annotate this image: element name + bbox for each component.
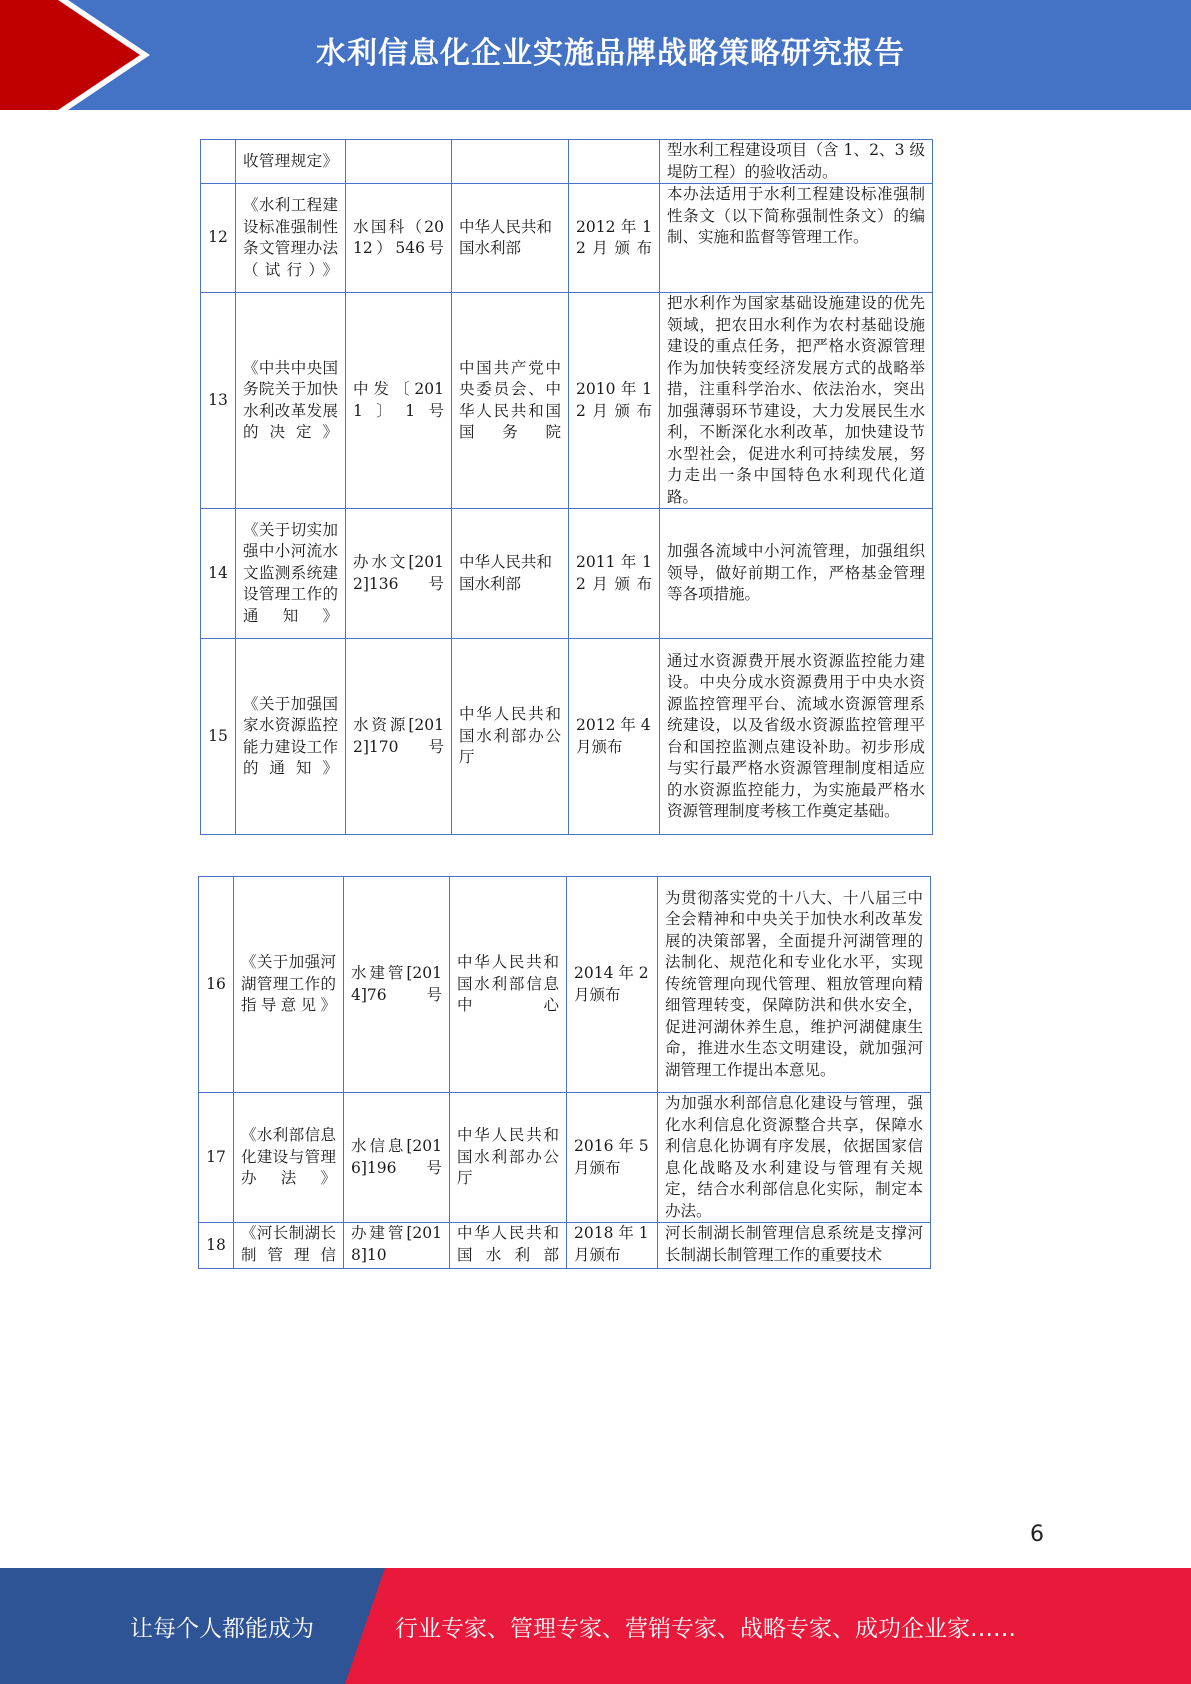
issuing-authority: 中华人民共和国水利部 (450, 1223, 567, 1269)
regulation-description: 为加强水利部信息化建设与管理，强化水利信息化资源整合共享，保障水利信息化协调有序发展，依据国家信息化战略及水利建设与管理有关规定，结合水利部信息化实际，制定本办法。 (658, 1093, 931, 1223)
regulation-description: 型水利工程建设项目（含 1、2、3 级堤防工程）的验收活动。 (660, 140, 933, 184)
row-number: 16 (199, 877, 234, 1093)
regulation-description: 河长制湖长制管理信息系统是支撑河长制湖长制管理工作的重要技术 (658, 1223, 931, 1269)
table-row (201, 184, 933, 293)
footer-slogan-left: 让每个人都能成为 (130, 1615, 314, 1642)
issuing-authority: 中华人民共和国水利部办公厅 (452, 639, 569, 835)
page-number: 6 (1030, 1522, 1044, 1547)
issuing-authority: 中华人民共和国水利部 (452, 509, 569, 639)
footer-slogan-right: 行业专家、管理专家、营销专家、战略专家、成功企业家…… (395, 1615, 1016, 1642)
row-number: 13 (201, 293, 236, 509)
table-row (201, 293, 933, 509)
table-row (201, 140, 933, 184)
report-title: 水利信息化企业实施品牌战略策略研究报告 (316, 36, 905, 71)
regulation-name: 《关于加强国家水资源监控能力建设工作的通知》 (236, 639, 346, 835)
row-number: 17 (199, 1093, 234, 1223)
document-number: 水信息[2016]196号 (344, 1093, 450, 1223)
issuing-authority: 中华人民共和国水利部信息中心 (450, 877, 567, 1093)
regulation-name: 《水利部信息化建设与管理办法》 (234, 1093, 344, 1223)
document-number: 水资源[2012]170号 (346, 639, 452, 835)
regulation-name: 《中共中央国务院关于加快水利改革发展的决定》 (236, 293, 346, 509)
regulation-description: 加强各流域中小河流管理，加强组织领导，做好前期工作，严格基金管理等各项措施。 (660, 509, 933, 639)
table-row (199, 877, 931, 1093)
regulation-name: 收管理规定》 (236, 140, 346, 184)
document-number: 中发〔2011〕1号 (346, 293, 452, 509)
issue-date: 2014 年 2 月颁布 (567, 877, 658, 1093)
row-number: 14 (201, 509, 236, 639)
regulation-description: 本办法适用于水利工程建设标准强制性条文（以下简称强制性条文）的编制、实施和监督等管理工作。 (660, 184, 933, 293)
regulation-name: 《水利工程建设标准强制性条文管理办法（试行）》 (236, 184, 346, 293)
page-footer (0, 1568, 1191, 1684)
regulation-description: 把水利作为国家基础设施建设的优先领域，把农田水利作为农村基础设施建设的重点任务，把严格水资源管理作为加快转变经济发展方式的战略举措，注重科学治水、依法治水，突出加强薄弱环节建设，大力发展民生水利，不断深化水利改革，加快建设节水型社会，促进水利可持续发展，努力走出一条中国特色水利现代化道路。 (660, 293, 933, 509)
row-number: 18 (199, 1223, 234, 1269)
row-number (201, 140, 236, 184)
issuing-authority: 中华人民共和国水利部 (452, 184, 569, 293)
issue-date: 2010 年 12月颁布 (569, 293, 660, 509)
table-row (199, 1223, 931, 1269)
document-number (346, 140, 452, 184)
document-number: 办建管[2018]10 (344, 1223, 450, 1269)
regulation-description: 为贯彻落实党的十八大、十八届三中全会精神和中央关于加快水利改革发展的决策部署，全面提升河湖管理的法制化、规范化和专业化水平，实现传统管理向现代管理、粗放管理向精细管理转变，保障防洪和供水安全，促进河湖休养生息，维护河湖健康生命，推进水生态文明建设，就加强河湖管理工作提出本意见。 (658, 877, 931, 1093)
table-row (199, 1093, 931, 1223)
issue-date (569, 140, 660, 184)
issue-date: 2011 年 12月颁布 (569, 509, 660, 639)
issue-date: 2012 年 4 月颁布 (569, 639, 660, 835)
issue-date: 2018 年 1 月颁布 (567, 1223, 658, 1269)
issuing-authority (452, 140, 569, 184)
issuing-authority: 中华人民共和国水利部办公厅 (450, 1093, 567, 1223)
document-number: 水国科（2012）546号 (346, 184, 452, 293)
regulation-description: 通过水资源费开展水资源监控能力建设。中央分成水资源费用于中央水资源监控管理平台、流域水资源管理系统建设，以及省级水资源监控管理平台和国控监测点建设补助。初步形成与实行最严格水资源管理制度相适应的水资源监控能力，为实施最严格水资源管理制度考核工作奠定基础。 (660, 639, 933, 835)
row-number: 12 (201, 184, 236, 293)
header-arrow-decoration (0, 0, 150, 110)
row-number: 15 (201, 639, 236, 835)
regulation-name: 《河长制湖长制管理信 (234, 1223, 344, 1269)
regulation-name: 《关于切实加强中小河流水文监测系统建设管理工作的通知》 (236, 509, 346, 639)
table-row (201, 639, 933, 835)
page-header (0, 0, 1191, 110)
document-number: 水建管[2014]76号 (344, 877, 450, 1093)
issue-date: 2016 年 5 月颁布 (567, 1093, 658, 1223)
table-row (201, 509, 933, 639)
regulations-table-1 (200, 139, 933, 835)
document-number: 办水文[2012]136号 (346, 509, 452, 639)
issue-date: 2012 年 12月颁布 (569, 184, 660, 293)
regulation-name: 《关于加强河湖管理工作的指导意见》 (234, 877, 344, 1093)
issuing-authority: 中国共产党中央委员会、中华人民共和国国务院 (452, 293, 569, 509)
regulations-table-2 (198, 876, 931, 1269)
